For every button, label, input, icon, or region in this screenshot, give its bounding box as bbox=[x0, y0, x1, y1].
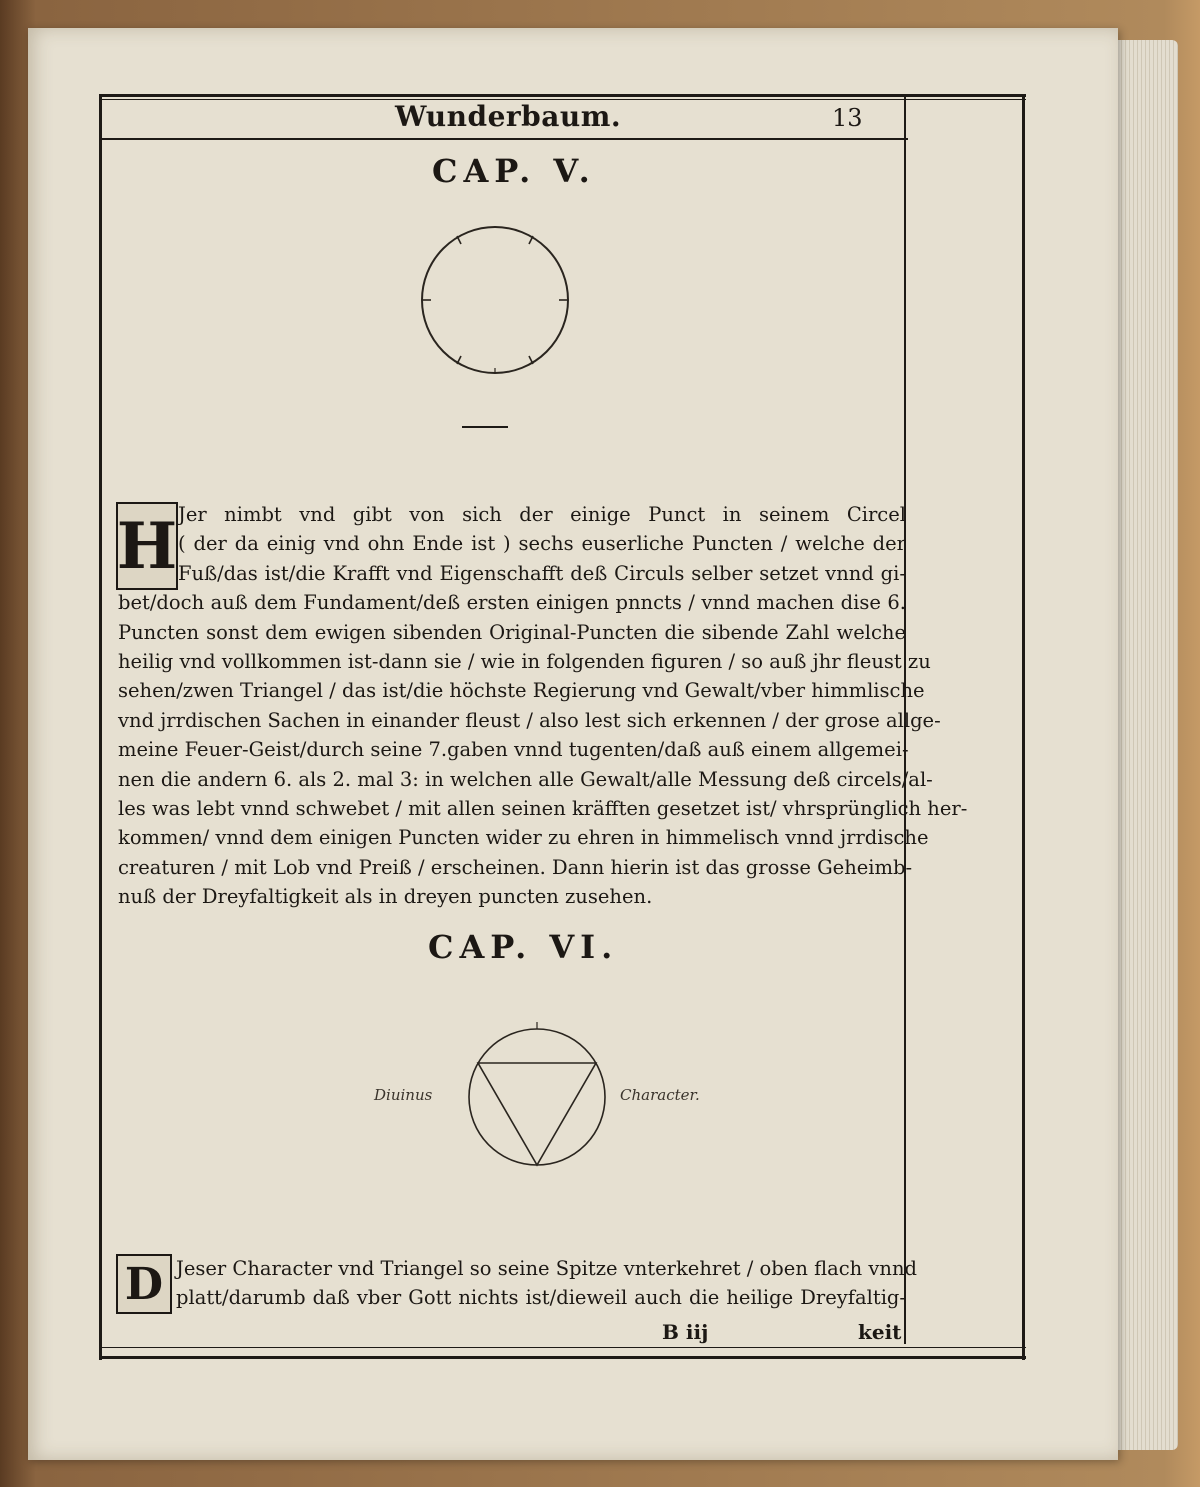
text-line: vnd jrrdischen Sachen in einander fleust / also lest sich erkennen / der grose allge- bbox=[118, 708, 941, 732]
text-line: kommen/ vnnd dem einigen Puncten wider zu ehren in himmelisch vnnd jrrdische bbox=[118, 826, 929, 850]
header-bottom-rule bbox=[100, 138, 908, 140]
diagram-label-right: Character. bbox=[620, 1086, 700, 1104]
circle-six-points-diagram bbox=[405, 218, 585, 398]
frame-right-outer-rule bbox=[1022, 94, 1025, 1360]
text-line: Jeser Character vnd Triangel so seine Spitze vnterkehret / oben flach vnnd bbox=[176, 1257, 918, 1280]
dropcap-h-letter: H bbox=[116, 508, 178, 584]
text-line: nuß der Dreyfaltigkeit als in dreyen puncten zusehen. bbox=[118, 885, 653, 909]
text-line: Fuß/das ist/die Krafft vnd Eigenschafft deß Circuls selber setzet vnnd gi- bbox=[178, 561, 906, 585]
page-edges bbox=[1118, 40, 1178, 1450]
text-line: sehen/zwen Triangel / das ist/die höchste Regierung vnd Gewalt/vber himmlische bbox=[118, 679, 925, 703]
text-line: nen die andern 6. als 2. mal 3: in welchen alle Gewalt/alle Messung deß circels/al- bbox=[118, 767, 933, 791]
catchword: keit bbox=[858, 1320, 902, 1344]
chapter-heading-5: CAP. V. bbox=[432, 152, 596, 190]
running-head: Wunderbaum. bbox=[395, 100, 622, 133]
frame-bottom-rule-inner bbox=[100, 1347, 1026, 1348]
page-number: 13 bbox=[832, 104, 863, 132]
text-line: bet/doch auß dem Fundament/deß ersten einigen pnncts / vnnd machen dise 6. bbox=[118, 591, 906, 615]
separator-dash bbox=[462, 426, 508, 428]
frame-bottom-rule bbox=[100, 1356, 1026, 1359]
frame-left-rule bbox=[99, 94, 102, 1360]
diagram-label-left: Diuinus bbox=[374, 1086, 433, 1104]
text-line: ( der da einig vnd ohn Ende ist ) sechs euserliche Puncten / welche der bbox=[178, 532, 906, 556]
signature-mark: B iij bbox=[662, 1320, 709, 1344]
text-line: Jer nimbt vnd gibt von sich der einige Punct in seinem Circel bbox=[178, 503, 906, 526]
chapter-6-text bbox=[118, 1254, 918, 1313]
text-line: heilig vnd vollkommen ist-dann sie / wie in folgenden figuren / so auß jhr fleust zu bbox=[118, 650, 931, 674]
text-line: Puncten sonst dem ewigen sibenden Original-Puncten die sibende Zahl welche bbox=[118, 620, 906, 644]
chapter-heading-6: CAP. VI. bbox=[428, 928, 619, 966]
text-line: les was lebt vnnd schwebet / mit allen seinen kräfften gesetzet ist/ vhrsprünglich her- bbox=[118, 797, 968, 821]
text-line: meine Feuer-Geist/durch seine 7.gaben vnnd tugenten/daß auß einem allgemei- bbox=[118, 738, 909, 762]
text-line: creaturen / mit Lob vnd Preiß / erscheinen. Dann hierin ist das grosse Geheimb- bbox=[118, 855, 913, 879]
chapter-5-text bbox=[118, 500, 968, 912]
inverted-triangle-diagram bbox=[462, 1022, 612, 1172]
frame-top-rule bbox=[100, 94, 1026, 97]
dropcap-d-letter: D bbox=[124, 1258, 164, 1310]
text-line: platt/darumb daß vber Gott nichts ist/dieweil auch die heilige Dreyfaltig- bbox=[176, 1286, 906, 1310]
